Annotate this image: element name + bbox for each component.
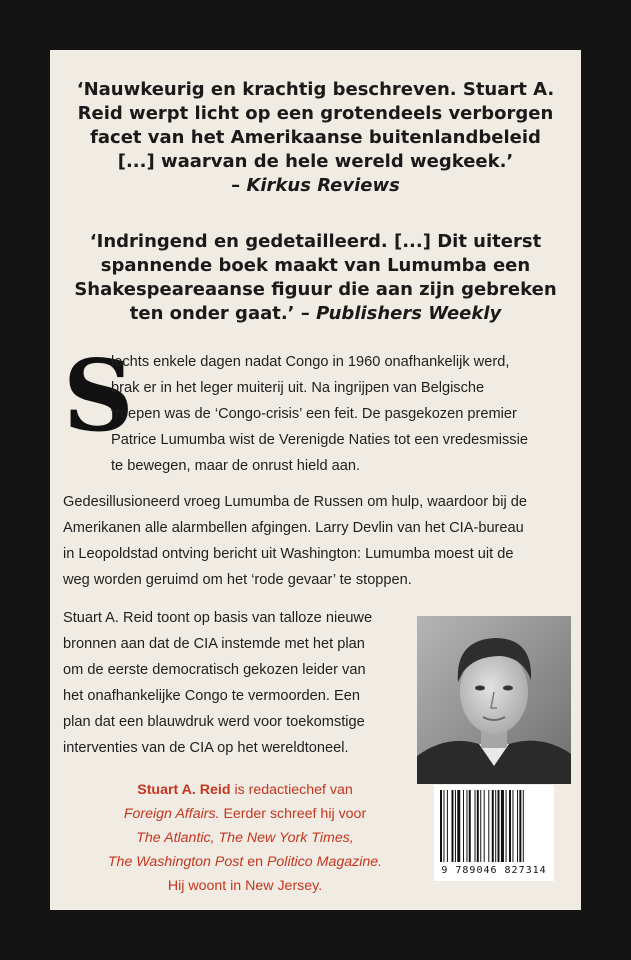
barcode-bars: [440, 790, 548, 862]
paragraph-line: in Leopoldstad ontving bericht uit Washington: Lumumba moest uit de: [63, 546, 514, 562]
magazine-title: The Washington Post: [107, 854, 244, 870]
quote-line: ten onder gaat.’ –: [129, 303, 317, 324]
paragraph-line: interventies van de CIA op het wereldtoneel.: [63, 740, 349, 756]
paragraph-line: om de eerste democratisch gekozen leider van: [63, 662, 366, 678]
isbn-barcode: [434, 785, 554, 881]
bio-line: [50, 802, 440, 826]
paragraph-line: brak er in het leger muiterij uit. Na ingrijpen van Belgische: [111, 380, 485, 396]
quote-line: Reid werpt licht op een grotendeels verborgen: [77, 103, 554, 124]
blurb-paragraph-3: [63, 605, 398, 761]
quote-source: Publishers Weekly: [316, 303, 502, 324]
drop-cap: S: [63, 339, 134, 454]
bio-line: Hij woont in New Jersey.: [167, 878, 323, 894]
paragraph-line: troepen was de ‘Congo-crisis’ een feit. De pasgekozen premier: [111, 406, 517, 422]
paragraph-line: Amerikanen alle alarmbellen afgingen. Larry Devlin van het CIA-bureau: [63, 520, 524, 536]
quote-attribution: [50, 174, 581, 198]
bio-text: en: [243, 854, 267, 870]
paragraph-line: Gedesillusioneerd vroeg Lumumba de Russen om hulp, waardoor bij de: [63, 494, 528, 510]
review-quote-publishers-weekly: [50, 230, 581, 326]
author-name: Stuart A. Reid: [137, 782, 231, 798]
quote-attribution: [50, 302, 581, 326]
back-cover-panel: [50, 50, 581, 910]
bio-text: Eerder schreef hij voor: [219, 806, 367, 822]
review-quote-kirkus: [50, 78, 581, 198]
bio-text: is redactiechef van: [230, 782, 353, 798]
blurb-paragraph-2: [63, 489, 568, 593]
author-bio: [50, 778, 440, 898]
magazine-title: Politico Magazine.: [266, 854, 383, 870]
bio-line: [50, 778, 440, 802]
paragraph-line: Stuart A. Reid toont op basis van talloze nieuwe: [63, 610, 373, 626]
quote-line: ‘Nauwkeurig en krachtig beschreven. Stuart A.: [76, 79, 555, 100]
quote-line: spannende boek maakt van Lumumba een: [100, 255, 531, 276]
isbn-number: 9 789046 827314: [441, 865, 547, 876]
quote-line: ‘Indringend en gedetailleerd. [...] Dit uiterst: [89, 231, 542, 252]
quote-source: Kirkus Reviews: [246, 175, 400, 196]
blurb-paragraph-1: [63, 339, 568, 479]
quote-line: facet van het Amerikaanse buitenlandbeleid: [90, 127, 541, 148]
bio-line: [50, 826, 440, 850]
paragraph-line: Patrice Lumumba wist de Verenigde Naties tot een vredesmissie: [111, 432, 528, 448]
paragraph-line: het onafhankelijke Congo te vermoorden. Een: [63, 688, 360, 704]
attribution-dash: –: [231, 175, 247, 196]
paragraph-line: plan dat een blauwdruk werd voor toekomstige: [63, 714, 365, 730]
paragraph-line: te bewegen, maar de onrust hield aan.: [111, 458, 361, 474]
magazine-title: The Atlantic, The New York Times,: [136, 830, 354, 846]
bio-line: [50, 850, 440, 874]
quote-line: [...] waarvan de hele wereld wegkeek.’: [117, 151, 514, 172]
quote-line: Shakespeareaanse figuur die aan zijn gebreken: [74, 279, 557, 300]
paragraph-line: bronnen aan dat de CIA instemde met het plan: [63, 636, 365, 652]
author-photo: [417, 616, 571, 784]
magazine-title: Foreign Affairs.: [123, 806, 220, 822]
author-portrait-image: [417, 616, 571, 784]
paragraph-line: weg worden geruimd om het ‘rode gevaar’ te stoppen.: [63, 572, 412, 588]
paragraph-line: lechts enkele dagen nadat Congo in 1960 onafhankelijk werd,: [111, 354, 510, 370]
